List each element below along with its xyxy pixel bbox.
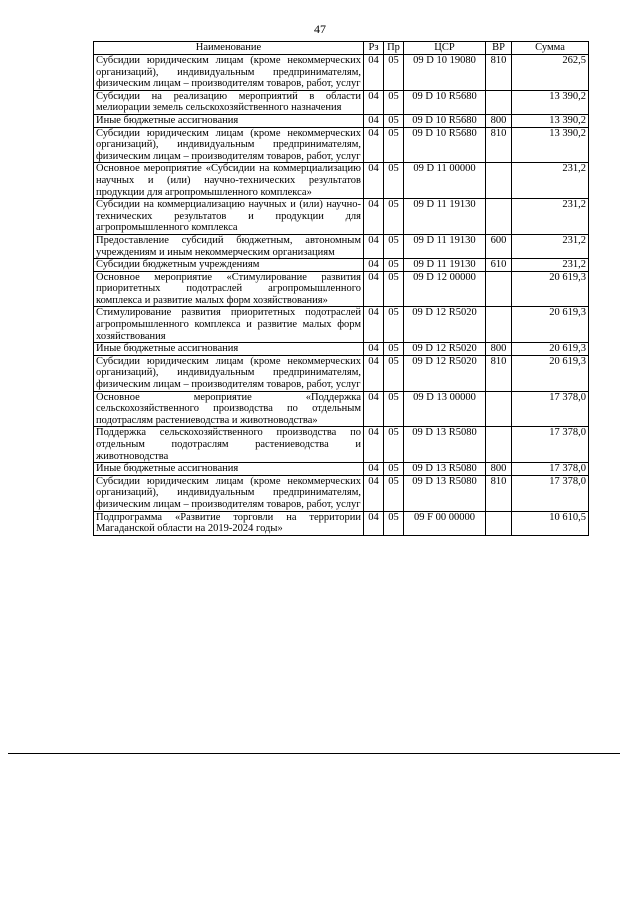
cell-vr: 600 bbox=[486, 234, 512, 258]
table-row bbox=[94, 427, 589, 463]
cell-rz: 04 bbox=[364, 271, 384, 307]
cell-name: Субсидии на реализацию мероприятий в области мелиорации земель сельскохозяйственного назначения bbox=[94, 90, 364, 114]
cell-csr: 09 D 13 R5080 bbox=[404, 475, 486, 511]
cell-rz: 04 bbox=[364, 355, 384, 391]
header-rz: Рз bbox=[364, 42, 384, 55]
cell-vr bbox=[486, 90, 512, 114]
table-row bbox=[94, 90, 589, 114]
cell-pr: 05 bbox=[384, 55, 404, 91]
cell-rz: 04 bbox=[364, 127, 384, 163]
table-row bbox=[94, 114, 589, 127]
cell-csr: 09 D 13 R5080 bbox=[404, 463, 486, 476]
cell-csr: 09 D 12 R5020 bbox=[404, 355, 486, 391]
cell-name: Основное мероприятие «Субсидии на коммерциализацию научных и (или) научно-технических результатов продукции для агропромышленного комплекса» bbox=[94, 163, 364, 199]
cell-csr: 09 D 10 R5680 bbox=[404, 127, 486, 163]
cell-rz: 04 bbox=[364, 307, 384, 343]
cell-sum: 13 390,2 bbox=[512, 114, 589, 127]
header-name: Наименование bbox=[94, 42, 364, 55]
cell-name: Субсидии юридическим лицам (кроме некоммерческих организаций), индивидуальным предпринимателям, физическим лицам – производителям товаров, работ, услуг bbox=[94, 127, 364, 163]
table-row bbox=[94, 343, 589, 356]
cell-name: Основное мероприятие «Поддержка сельскохозяйственного производства по отдельным подотраслям растениеводства и животноводства» bbox=[94, 391, 364, 427]
table-row bbox=[94, 55, 589, 91]
cell-name: Иные бюджетные ассигнования bbox=[94, 114, 364, 127]
cell-vr: 810 bbox=[486, 55, 512, 91]
cell-vr bbox=[486, 163, 512, 199]
cell-vr: 800 bbox=[486, 343, 512, 356]
cell-sum: 17 378,0 bbox=[512, 391, 589, 427]
cell-rz: 04 bbox=[364, 163, 384, 199]
cell-vr: 800 bbox=[486, 463, 512, 476]
cell-sum: 262,5 bbox=[512, 55, 589, 91]
cell-sum: 17 378,0 bbox=[512, 475, 589, 511]
cell-rz: 04 bbox=[364, 234, 384, 258]
cell-csr: 09 D 10 R5680 bbox=[404, 114, 486, 127]
cell-csr: 09 D 13 R5080 bbox=[404, 427, 486, 463]
cell-pr: 05 bbox=[384, 271, 404, 307]
table-row bbox=[94, 511, 589, 535]
cell-csr: 09 D 11 19130 bbox=[404, 199, 486, 235]
header-sum: Сумма bbox=[512, 42, 589, 55]
cell-sum: 17 378,0 bbox=[512, 427, 589, 463]
bottom-divider bbox=[8, 753, 620, 754]
cell-rz: 04 bbox=[364, 343, 384, 356]
table-row bbox=[94, 475, 589, 511]
cell-pr: 05 bbox=[384, 463, 404, 476]
budget-table bbox=[93, 41, 589, 536]
cell-pr: 05 bbox=[384, 475, 404, 511]
cell-pr: 05 bbox=[384, 259, 404, 272]
header-csr: ЦСР bbox=[404, 42, 486, 55]
header-vr: ВР bbox=[486, 42, 512, 55]
cell-sum: 231,2 bbox=[512, 199, 589, 235]
cell-csr: 09 D 11 19130 bbox=[404, 259, 486, 272]
cell-vr bbox=[486, 271, 512, 307]
cell-rz: 04 bbox=[364, 463, 384, 476]
cell-name: Основное мероприятие «Стимулирование развития приоритетных подотраслей агропромышленного комплекса и развитие малых форм хозяйствования» bbox=[94, 271, 364, 307]
cell-sum: 231,2 bbox=[512, 234, 589, 258]
cell-csr: 09 F 00 00000 bbox=[404, 511, 486, 535]
cell-sum: 20 619,3 bbox=[512, 271, 589, 307]
page-number: 47 bbox=[314, 22, 326, 36]
cell-sum: 13 390,2 bbox=[512, 90, 589, 114]
table-row bbox=[94, 127, 589, 163]
cell-csr: 09 D 13 00000 bbox=[404, 391, 486, 427]
cell-pr: 05 bbox=[384, 343, 404, 356]
table-row bbox=[94, 259, 589, 272]
table-row bbox=[94, 234, 589, 258]
cell-pr: 05 bbox=[384, 355, 404, 391]
cell-name: Субсидии юридическим лицам (кроме некоммерческих организаций), индивидуальным предпринимателям, физическим лицам – производителям товаров, работ, услуг bbox=[94, 355, 364, 391]
cell-name: Подпрограмма «Развитие торговли на территории Магаданской области на 2019-2024 годы» bbox=[94, 511, 364, 535]
cell-name: Субсидии юридическим лицам (кроме некоммерческих организаций), индивидуальным предпринимателям, физическим лицам – производителям товаров, работ, услуг bbox=[94, 475, 364, 511]
cell-pr: 05 bbox=[384, 90, 404, 114]
table-row bbox=[94, 271, 589, 307]
cell-pr: 05 bbox=[384, 199, 404, 235]
cell-name: Предоставление субсидий бюджетным, автономным учреждениям и иным некоммерческим организациям bbox=[94, 234, 364, 258]
cell-pr: 05 bbox=[384, 391, 404, 427]
cell-rz: 04 bbox=[364, 511, 384, 535]
table-row bbox=[94, 355, 589, 391]
cell-name: Стимулирование развития приоритетных подотраслей агропромышленного комплекса и развитие малых форм хозяйствования bbox=[94, 307, 364, 343]
cell-name: Субсидии бюджетным учреждениям bbox=[94, 259, 364, 272]
cell-csr: 09 D 12 00000 bbox=[404, 271, 486, 307]
cell-sum: 20 619,3 bbox=[512, 307, 589, 343]
cell-vr bbox=[486, 199, 512, 235]
cell-name: Субсидии на коммерциализацию научных и (или) научно-технических результатов и продукции для агропромышленного комплекса bbox=[94, 199, 364, 235]
cell-rz: 04 bbox=[364, 391, 384, 427]
cell-vr: 810 bbox=[486, 355, 512, 391]
cell-vr: 610 bbox=[486, 259, 512, 272]
cell-vr: 810 bbox=[486, 475, 512, 511]
cell-csr: 09 D 10 19080 bbox=[404, 55, 486, 91]
cell-rz: 04 bbox=[364, 475, 384, 511]
table-row bbox=[94, 199, 589, 235]
cell-pr: 05 bbox=[384, 427, 404, 463]
cell-vr bbox=[486, 307, 512, 343]
cell-vr: 810 bbox=[486, 127, 512, 163]
table-row bbox=[94, 463, 589, 476]
cell-pr: 05 bbox=[384, 114, 404, 127]
cell-name: Иные бюджетные ассигнования bbox=[94, 463, 364, 476]
cell-rz: 04 bbox=[364, 199, 384, 235]
cell-rz: 04 bbox=[364, 427, 384, 463]
cell-sum: 17 378,0 bbox=[512, 463, 589, 476]
cell-name: Иные бюджетные ассигнования bbox=[94, 343, 364, 356]
cell-sum: 20 619,3 bbox=[512, 355, 589, 391]
header-pr: Пр bbox=[384, 42, 404, 55]
cell-name: Субсидии юридическим лицам (кроме некоммерческих организаций), индивидуальным предпринимателям, физическим лицам – производителям товаров, работ, услуг bbox=[94, 55, 364, 91]
cell-vr bbox=[486, 427, 512, 463]
table-header-row bbox=[94, 42, 589, 55]
cell-rz: 04 bbox=[364, 114, 384, 127]
cell-sum: 231,2 bbox=[512, 259, 589, 272]
cell-sum: 20 619,3 bbox=[512, 343, 589, 356]
cell-sum: 13 390,2 bbox=[512, 127, 589, 163]
table-row bbox=[94, 391, 589, 427]
cell-csr: 09 D 11 00000 bbox=[404, 163, 486, 199]
cell-csr: 09 D 12 R5020 bbox=[404, 343, 486, 356]
cell-csr: 09 D 12 R5020 bbox=[404, 307, 486, 343]
cell-csr: 09 D 11 19130 bbox=[404, 234, 486, 258]
cell-rz: 04 bbox=[364, 259, 384, 272]
cell-sum: 10 610,5 bbox=[512, 511, 589, 535]
cell-sum: 231,2 bbox=[512, 163, 589, 199]
cell-pr: 05 bbox=[384, 163, 404, 199]
cell-pr: 05 bbox=[384, 511, 404, 535]
cell-vr bbox=[486, 511, 512, 535]
cell-pr: 05 bbox=[384, 127, 404, 163]
cell-vr bbox=[486, 391, 512, 427]
cell-pr: 05 bbox=[384, 307, 404, 343]
table-row bbox=[94, 163, 589, 199]
cell-rz: 04 bbox=[364, 55, 384, 91]
cell-rz: 04 bbox=[364, 90, 384, 114]
cell-pr: 05 bbox=[384, 234, 404, 258]
cell-name: Поддержка сельскохозяйственного производства по отдельным подотраслям растениеводства и животноводства bbox=[94, 427, 364, 463]
cell-vr: 800 bbox=[486, 114, 512, 127]
cell-csr: 09 D 10 R5680 bbox=[404, 90, 486, 114]
table-row bbox=[94, 307, 589, 343]
